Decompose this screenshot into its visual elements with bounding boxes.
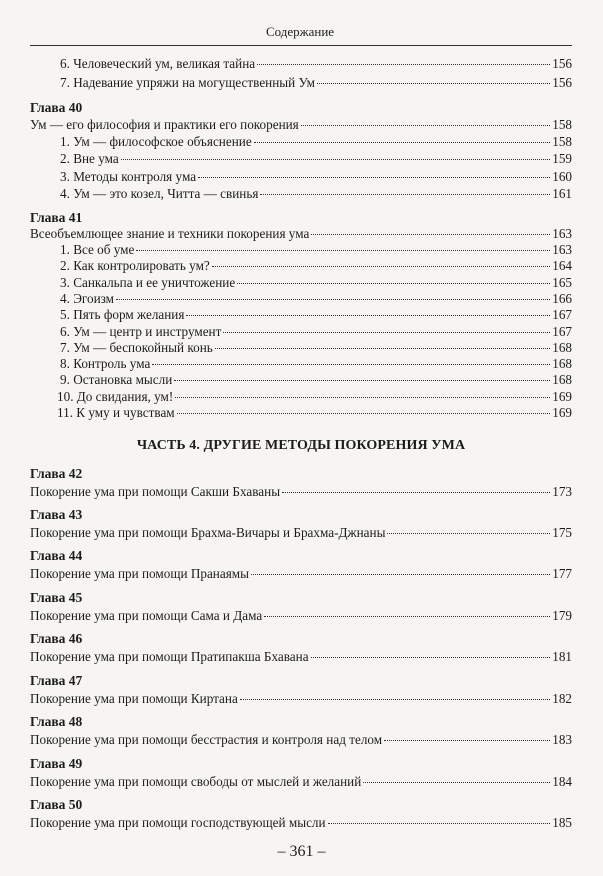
toc-entry-page: 181	[552, 649, 572, 664]
toc-entry-page: 169	[552, 405, 572, 420]
page-number: – 361 –	[277, 843, 326, 860]
toc-entry	[60, 151, 572, 167]
toc-entry	[60, 75, 572, 91]
dot-leader	[116, 299, 550, 300]
chapter-heading: Глава 44	[30, 548, 83, 563]
dot-leader	[301, 125, 550, 126]
toc-entry-title: 6. Человеческий ум, великая тайна	[60, 56, 256, 71]
part-title: ЧАСТЬ 4. ДРУГИЕ МЕТОДЫ ПОКОРЕНИЯ УМА	[136, 438, 466, 453]
toc-entry	[60, 291, 572, 307]
chapter-heading: Глава 48	[30, 714, 83, 729]
toc-entry	[60, 275, 572, 291]
toc-entry	[60, 356, 572, 372]
toc-entry	[60, 134, 572, 150]
toc-entry	[30, 608, 572, 624]
dot-leader	[251, 574, 550, 575]
toc-entry	[57, 389, 572, 405]
dot-leader	[198, 177, 550, 178]
toc-entry	[30, 117, 572, 133]
dot-leader	[121, 159, 550, 160]
dot-leader	[254, 142, 551, 143]
toc-entry	[30, 649, 572, 665]
toc-entry-page: 165	[552, 274, 572, 290]
toc-entry-page: 163	[552, 226, 572, 241]
dot-leader	[387, 533, 550, 534]
toc-entry-page: 184	[552, 774, 572, 789]
toc-entry-page: 156	[552, 75, 572, 90]
toc-entry-page: 175	[552, 525, 572, 540]
toc-entry	[60, 242, 572, 258]
dot-leader	[328, 823, 551, 824]
dot-leader	[264, 616, 550, 617]
toc-entry-page: 164	[552, 258, 572, 274]
toc-entry-title: 7. Ум — беспокойный конь	[60, 339, 213, 355]
toc-entry-page: 167	[552, 307, 572, 323]
toc-entry-title: 2. Вне ума	[60, 151, 119, 167]
chapter-heading: Глава 46	[30, 631, 83, 646]
toc-entry-page: 168	[552, 372, 572, 388]
toc-entry	[60, 340, 572, 356]
toc-entry	[60, 324, 572, 340]
toc-entry-title: Покорение ума при помощи Сама и Дама	[30, 608, 263, 623]
toc-entry	[30, 815, 572, 831]
dot-leader	[136, 250, 550, 251]
chapter-heading: Глава 45	[30, 590, 83, 605]
dot-leader	[317, 83, 550, 84]
toc-entry-title: 1. Все об уме	[60, 242, 135, 257]
toc-entry	[60, 307, 572, 323]
chapter-heading: Глава 42	[30, 466, 83, 481]
toc-entry-title: Покорение ума при помощи Пратипакша Бхавана	[30, 649, 309, 664]
toc-entry	[60, 169, 572, 185]
toc-entry	[60, 186, 572, 202]
toc-entry-page: 168	[552, 356, 572, 372]
dot-leader	[223, 332, 550, 333]
toc-entry-page: 158	[552, 134, 572, 149]
toc-entry-title: 1. Ум — философское объяснение	[60, 134, 252, 149]
toc-entry	[30, 525, 572, 541]
toc-entry-page: 159	[552, 151, 572, 167]
toc-entry-page: 161	[552, 185, 572, 201]
toc-entry-page: 158	[552, 117, 572, 132]
toc-entry-title: Ум — его философия и практики его покорения	[30, 117, 299, 132]
toc-entry	[60, 56, 572, 72]
chapter-heading: Глава 50	[30, 797, 83, 812]
dot-leader	[311, 234, 550, 235]
toc-entry-title: 3. Методы контроля ума	[60, 168, 197, 184]
toc-entry-page: 179	[552, 608, 572, 623]
toc-entry	[60, 258, 572, 274]
toc-entry-title: 11. К уму и чувствам	[57, 405, 175, 420]
toc-entry-title: Покорение ума при помощи бесстрастия и контроля над телом	[30, 732, 383, 747]
toc-entry-page: 156	[552, 56, 572, 71]
toc-entry-title: Всеобъемлющее знание и техники покорения ума	[30, 226, 310, 241]
toc-entry-title: Покорение ума при помощи Брахма-Вичары и Брахма-Джнаны	[30, 525, 386, 540]
dot-leader	[177, 413, 551, 414]
toc-entry-page: 177	[552, 566, 572, 581]
chapter-heading: Глава 43	[30, 507, 83, 522]
chapter-heading: Глава 41	[30, 210, 83, 225]
chapter-heading: Глава 49	[30, 756, 83, 771]
toc-entry-title: 9. Остановка мысли	[60, 372, 173, 388]
toc-entry-page: 168	[552, 339, 572, 355]
chapter-heading: Глава 40	[30, 100, 83, 115]
toc-entry-title: 3. Санкальпа и ее уничтожение	[60, 274, 236, 290]
dot-leader	[212, 266, 550, 267]
toc-entry	[30, 566, 572, 582]
toc-entry	[30, 732, 572, 748]
dot-leader	[363, 782, 550, 783]
toc-entry	[57, 405, 572, 421]
toc-entry-title: Покорение ума при помощи Пранаямы	[30, 566, 249, 581]
toc-entry-page: 160	[552, 168, 572, 184]
chapter-heading: Глава 47	[30, 673, 83, 688]
toc-entry-title: 4. Ум — это козел, Читта — свинья	[60, 185, 259, 201]
toc-entry-page: 173	[552, 484, 572, 499]
toc-entry-page: 167	[552, 323, 572, 339]
toc-entry-title: 4. Эгоизм	[60, 290, 114, 306]
toc-entry-title: 8. Контроль ума	[60, 356, 151, 372]
running-header: Содержание	[265, 24, 335, 39]
dot-leader	[384, 740, 550, 741]
dot-leader	[175, 397, 550, 398]
dot-leader	[260, 194, 550, 195]
toc-entry-title: Покорение ума при помощи Сакши Бхаваны	[30, 484, 281, 499]
dot-leader	[282, 492, 550, 493]
toc-entry-title: 7. Надевание упряжи на могущественный Ум	[60, 75, 316, 90]
toc-entry	[60, 372, 572, 388]
dot-leader	[237, 283, 550, 284]
dot-leader	[240, 699, 550, 700]
dot-leader	[311, 657, 551, 658]
toc-entry	[30, 484, 572, 500]
toc-entry-title: Покорение ума при помощи свободы от мыслей и желаний	[30, 774, 362, 789]
toc-entry-page: 183	[552, 732, 572, 747]
toc-entry-page: 185	[552, 815, 572, 830]
toc-entry	[30, 691, 572, 707]
toc-entry-title: 10. До свидания, ум!	[57, 388, 174, 404]
toc-entry-title: Покорение ума при помощи господствующей мысли	[30, 815, 326, 830]
toc-entry-page: 169	[552, 388, 572, 404]
toc-entry-page: 163	[552, 242, 572, 257]
toc-entry-page: 182	[552, 691, 572, 706]
dot-leader	[186, 315, 550, 316]
dot-leader	[257, 64, 550, 65]
dot-leader	[152, 364, 550, 365]
toc-entry-title: 6. Ум — центр и инструмент	[60, 323, 222, 339]
dot-leader	[215, 348, 550, 349]
dot-leader	[174, 380, 550, 381]
toc-entry	[30, 774, 572, 790]
toc-entry	[30, 226, 572, 242]
toc-entry-page: 166	[552, 290, 572, 306]
toc-entry-title: 2. Как контролировать ум?	[60, 258, 210, 274]
toc-entry-title: 5. Пять форм желания	[60, 307, 185, 323]
toc-entry-title: Покорение ума при помощи Киртана	[30, 691, 238, 706]
